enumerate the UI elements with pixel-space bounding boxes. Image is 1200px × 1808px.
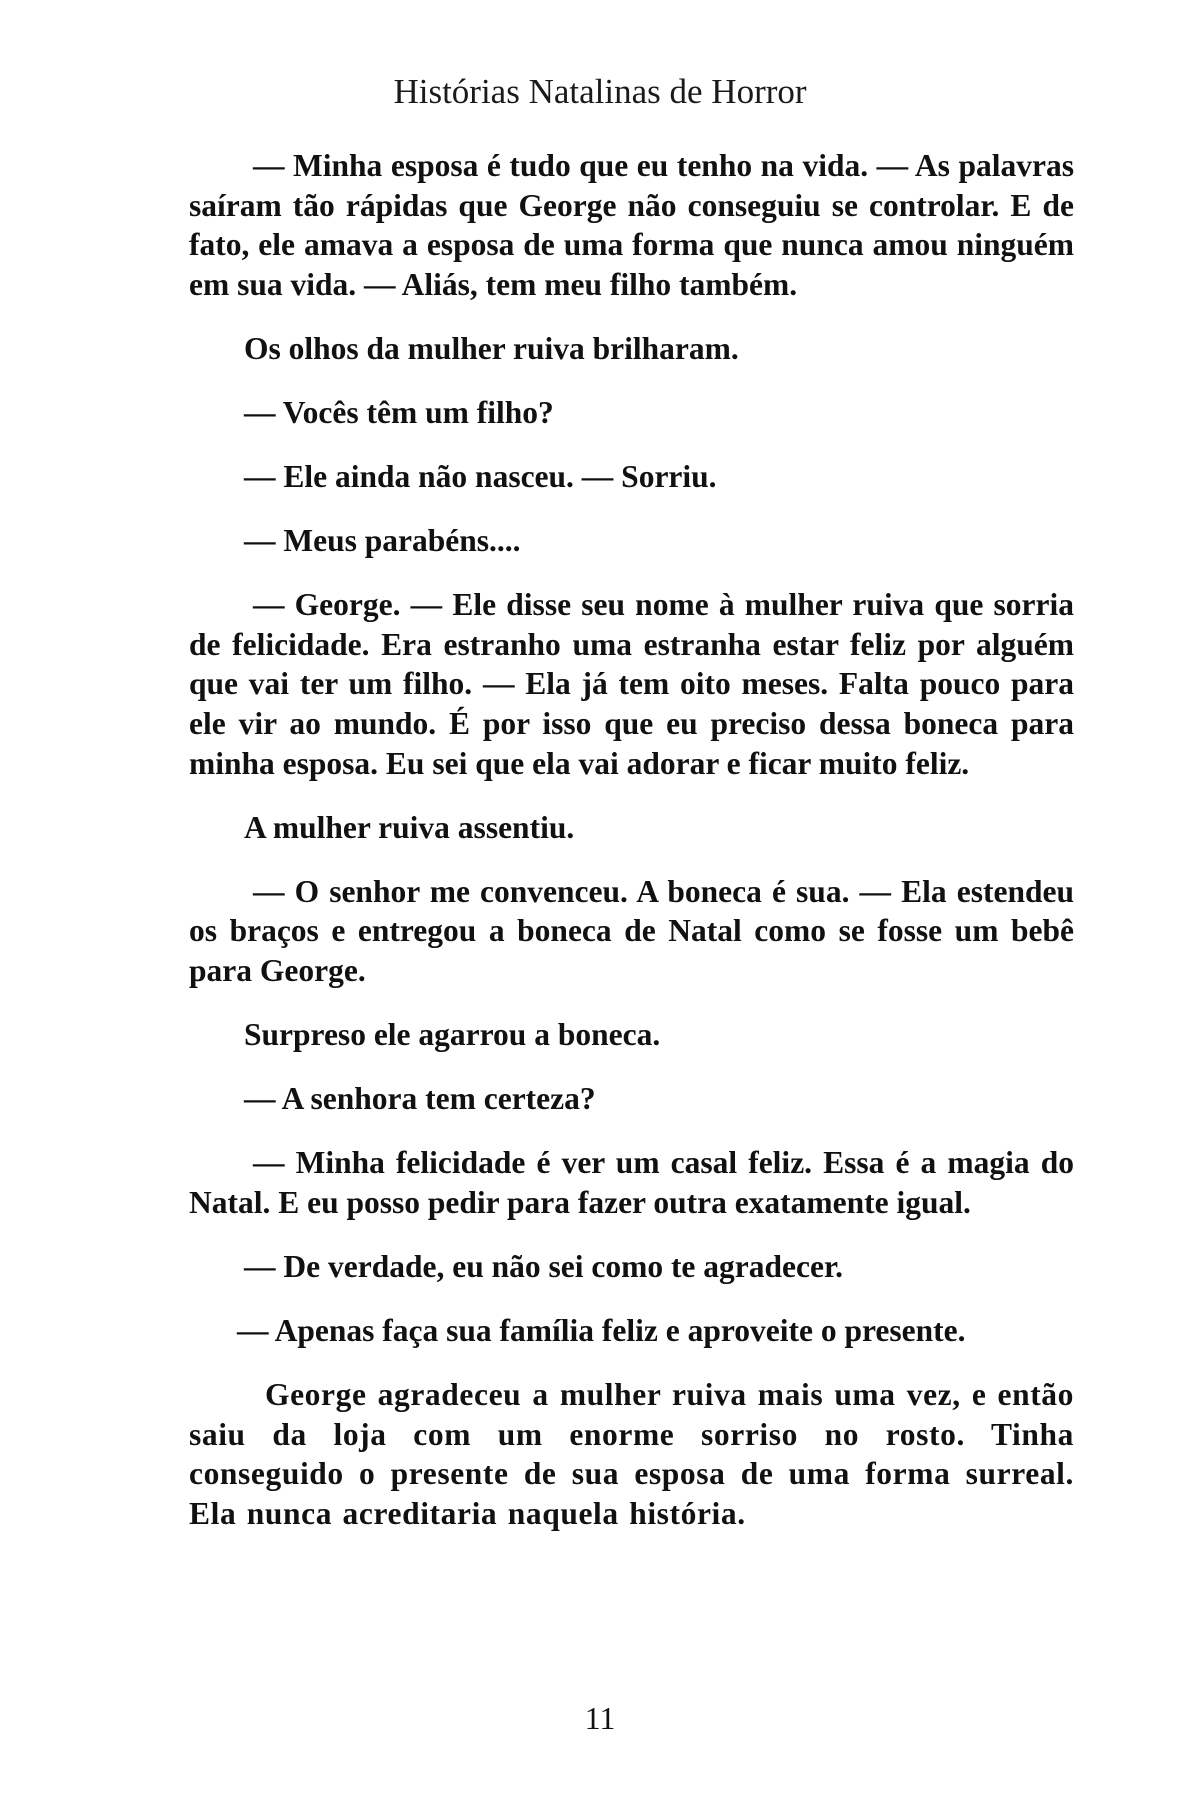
paragraph: Os olhos da mulher ruiva brilharam. (244, 330, 739, 366)
running-header: Histórias Natalinas de Horror (393, 72, 807, 111)
paragraph: — Minha esposa é tudo que eu tenho na vida. — As palavras saíram tão rápidas que George não conseguiu se controlar. E de fato, ele amava a esposa de uma forma que nunca amou ninguém em sua vida. — Aliás, tem meu filho também. (189, 148, 1074, 302)
paragraph: — De verdade, eu não sei como te agradecer. (244, 1248, 843, 1284)
paragraph: — Ele ainda não nasceu. — Sorriu. (244, 459, 717, 495)
paragraph: A mulher ruiva assentiu. (244, 809, 575, 845)
paragraph: — A senhora tem certeza? (244, 1081, 596, 1117)
page-number: 11 (584, 1700, 616, 1736)
paragraph: — George. — Ele disse seu nome à mulher ruiva que sorria de felicidade. Era estranho uma estranha estar feliz por alguém que vai ter um filho. — Ela já tem oito meses. Falta pouco para ele vir ao mundo. É por isso que eu preciso dessa boneca para minha esposa. Eu sei que ela vai adorar e ficar muito feliz. (189, 587, 1074, 781)
body-text (189, 146, 1074, 1558)
paragraph: — Apenas faça sua família feliz e aproveite o presente. (237, 1313, 966, 1349)
paragraph: George agradeceu a mulher ruiva mais uma vez, e então saiu da loja com um enorme sorriso no rosto. Tinha conseguido o presente de sua esposa de uma forma surreal. Ela nunca acreditaria naquela história. (189, 1377, 1074, 1531)
paragraph: — Meus parabéns.... (244, 523, 521, 559)
paragraph: — Minha felicidade é ver um casal feliz. Essa é a magia do Natal. E eu posso pedir para fazer outra exatamente igual. (189, 1145, 1074, 1220)
paragraph: — O senhor me convenceu. A boneca é sua. — Ela estendeu os braços e entregou a boneca de Natal como se fosse um bebê para George. (189, 873, 1074, 988)
paragraph: Surpreso ele agarrou a boneca. (244, 1017, 661, 1053)
paragraph: — Vocês têm um filho? (244, 394, 554, 430)
